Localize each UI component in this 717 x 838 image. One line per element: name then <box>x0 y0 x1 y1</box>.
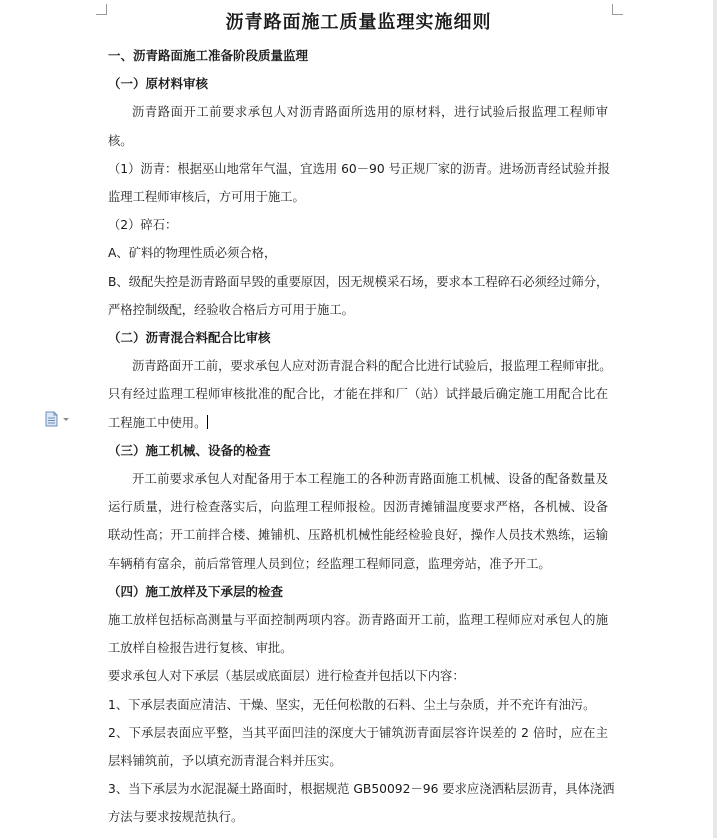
paragraph-line: 沥青路面开工前要求承包人对沥青路面所选用的原材料，进行试验后报监理工程师审 <box>132 105 608 120</box>
paragraph-line: 开工前要求承包人对配备用于本工程施工的各种沥青路面施工机械、设备的配备数量及 <box>132 472 608 486</box>
paragraph-line: 车辆稍有富余，前后常管理人员到位；经监理工程师同意，监理旁站，准予开工。 <box>108 556 551 571</box>
paragraph-line: 层料铺筑前，予以填充沥青混合料并压实。 <box>108 754 342 768</box>
paragraph-line: （1）沥青：根据巫山地常年气温，宜选用 60－90 号正规厂家的沥青。进场沥青经试验并报 <box>108 161 610 176</box>
text-cursor <box>207 415 208 429</box>
paragraph-line: 1、下承层表面应清洁、干燥、坚实，无任何松散的石料、尘土与杂质，并不充许有油污。 <box>108 697 596 712</box>
paragraph-line: 只有经过监理工程师审核批准的配合比，才能在拌和厂（站）试拌最后确定施工用配合比在 <box>108 387 608 402</box>
paragraph-line: 沥青路面开工前，要求承包人应对沥青混合料的配合比进行试验后，报监理工程师审批。 <box>132 359 612 374</box>
section-heading: （一）原材料审核 <box>108 76 209 92</box>
paragraph-line: 2、下承层表面应平整，当其平面凹洼的深度大于铺筑沥青面层容许误差的 2 倍时，应在主 <box>108 725 608 740</box>
section-heading: （二）沥青混合料配合比审核 <box>108 330 271 345</box>
scrollbar-gutter[interactable] <box>713 0 717 838</box>
section-heading: （三）施工机械、设备的检查 <box>108 442 271 458</box>
paragraph-line: （2）碎石： <box>108 218 178 233</box>
paragraph-line: 方法与要求按规范执行。 <box>108 810 244 825</box>
paragraph-line: 核。 <box>108 133 133 148</box>
section-heading: （四）施工放样及下承层的检查 <box>108 583 284 599</box>
document-icon[interactable] <box>44 411 72 427</box>
paragraph-line: 3、当下承层为水泥混凝土路面时，根据规范 GB50092－96 要求应浇洒粘层沥青，具体浇洒 <box>108 782 615 797</box>
paragraph-line: B、级配失控是沥青路面早毁的重要原因，因无规模采石场，要求本工程碎石必须经过筛分， <box>108 274 609 289</box>
paragraph-line: 联动性高；开工前拌合楼、摊铺机、压路机机械性能经检验良好，操作人员技术熟练，运输 <box>108 528 608 543</box>
paragraph-line: 工程施工中使用。 <box>108 415 207 430</box>
paragraph-line: 运行质量，进行检查落实后，向监理工程师报检。因沥青摊铺温度要求严格，各机械、设备 <box>108 500 608 515</box>
document-title: 沥青路面施工质量监理实施细则 <box>225 12 492 33</box>
paragraph-line: 严格控制级配，经验收合格后方可用于施工。 <box>108 302 354 317</box>
section-heading: 一、沥青路面施工准备阶段质量监理 <box>108 48 309 63</box>
paragraph-line: A、矿料的物理性质必须合格， <box>108 246 277 261</box>
paragraph-line: 工放样自检报告进行复核、审批。 <box>108 641 293 656</box>
paragraph-line: 监理工程师审核后，方可用于施工。 <box>108 190 305 204</box>
paragraph-line: 要求承包人对下承层（基层或底面层）进行检查并包括以下内容： <box>108 669 465 684</box>
paragraph-line: 施工放样包括标高测量与平面控制两项内容。沥青路面开工前，监理工程师应对承包人的施 <box>108 613 608 627</box>
